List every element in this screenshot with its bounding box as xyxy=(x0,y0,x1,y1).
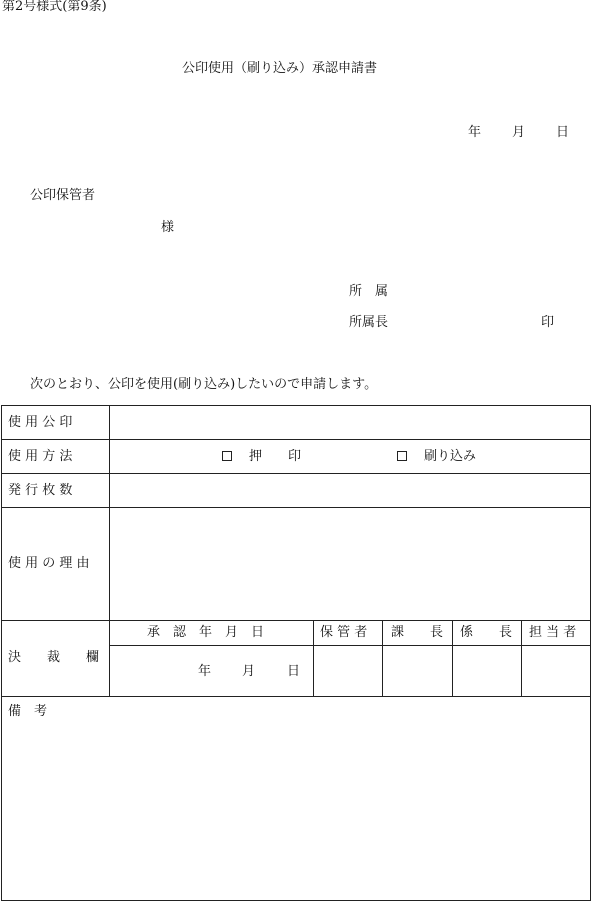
approver-staff-header: 担 当 者 xyxy=(529,625,577,640)
remarks-input-cell[interactable] xyxy=(3,722,589,898)
approver-section-chief-header: 課 長 xyxy=(391,625,444,640)
seal-row-label: 使 用 公 印 xyxy=(8,415,73,430)
date-year-label: 年 xyxy=(468,125,482,140)
addressee-label: 公印保管者 xyxy=(30,188,96,203)
count-input-cell[interactable] xyxy=(111,475,589,506)
approver-keeper-header: 保 管 者 xyxy=(320,625,368,640)
stamp-option-label: 押 印 xyxy=(249,449,302,464)
department-head-label: 所属長 xyxy=(349,315,389,330)
stamp-checkbox[interactable] xyxy=(222,451,232,461)
form-number: 第2号様式(第9条) xyxy=(2,0,107,14)
count-row-label: 発 行 枚 数 xyxy=(8,483,73,498)
approval-year-label: 年 xyxy=(198,664,212,679)
date-day-label: 日 xyxy=(556,125,570,140)
reason-input-cell[interactable] xyxy=(111,509,589,619)
staff-seal-box[interactable] xyxy=(523,647,589,695)
approver-subsection-chief-header: 係 長 xyxy=(460,625,513,640)
date-month-label: 月 xyxy=(512,125,526,140)
approval-date-header: 承 認 年 月 日 xyxy=(147,625,265,640)
intro-text: 次のとおり、公印を使用(刷り込み)したいので申請します。 xyxy=(30,377,378,392)
addressee-honorific: 様 xyxy=(161,220,175,235)
section-chief-seal-box[interactable] xyxy=(384,647,451,695)
reason-row-label: 使 用 の 理 由 xyxy=(8,556,90,571)
approval-month-label: 月 xyxy=(242,664,256,679)
seal-input-cell[interactable] xyxy=(111,407,589,438)
keeper-seal-box[interactable] xyxy=(315,647,381,695)
seal-mark: 印 xyxy=(541,315,555,330)
subsection-chief-seal-box[interactable] xyxy=(454,647,520,695)
remarks-row-label: 備 考 xyxy=(8,704,48,719)
approval-day-label: 日 xyxy=(287,664,301,679)
document-title: 公印使用（刷り込み）承認申請書 xyxy=(182,61,378,76)
affiliation-label: 所 属 xyxy=(349,284,389,299)
method-row-label: 使 用 方 法 xyxy=(8,449,73,464)
decision-row-label: 決 裁 欄 xyxy=(8,650,100,665)
print-checkbox[interactable] xyxy=(397,451,407,461)
print-option-label: 刷り込み xyxy=(424,449,477,464)
